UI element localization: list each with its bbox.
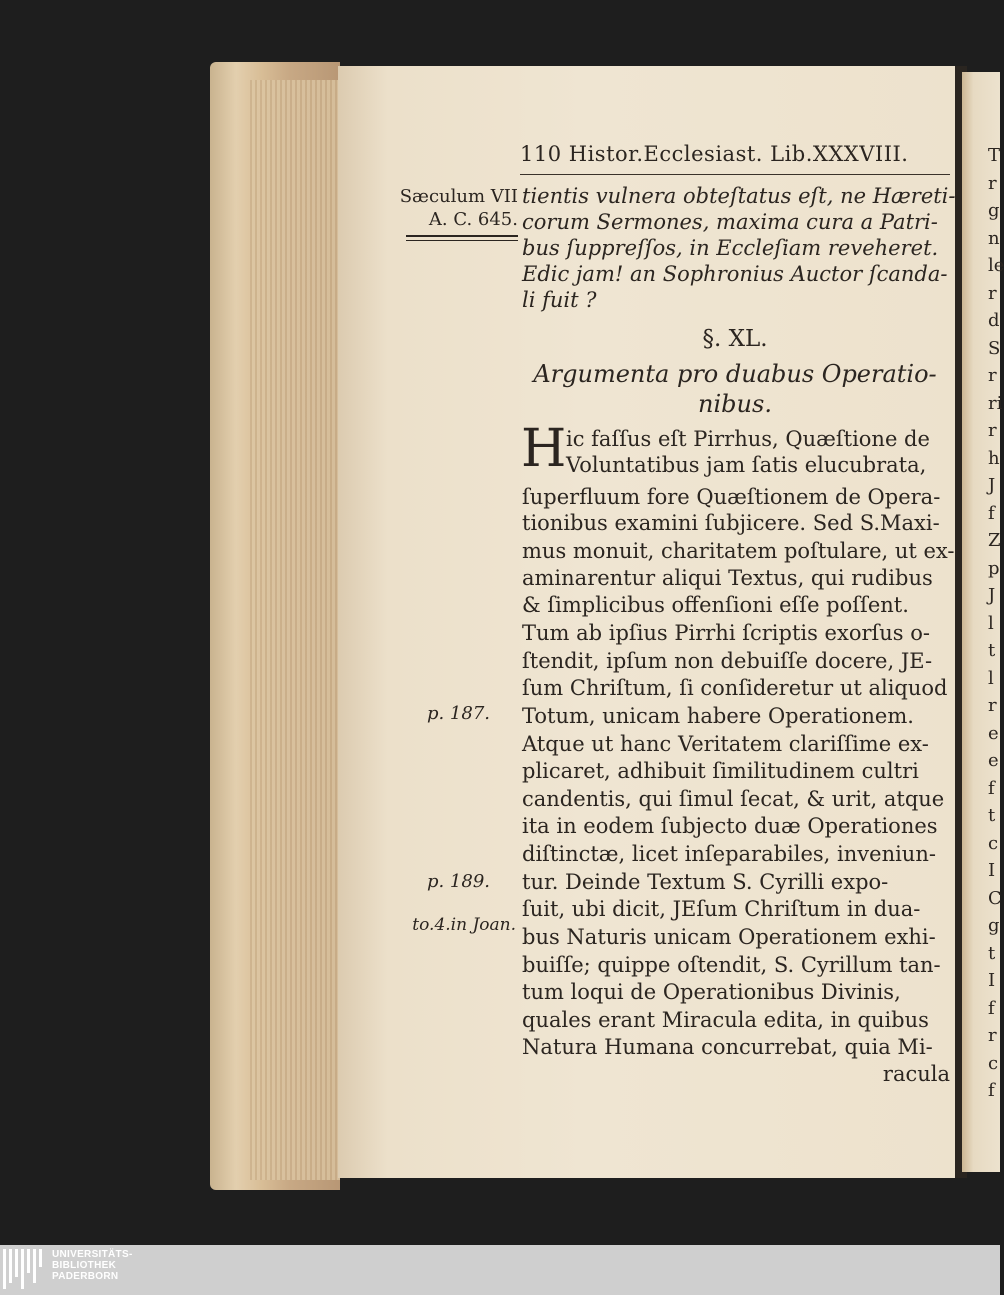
body-line: Natura Humana concurrebat, quia Mi- [522,1035,933,1059]
margin-page-ref-187: p. 187. [426,703,490,724]
facing-page-glyph: r [988,365,997,386]
body-line: Totum, unicam habere Operationem. [522,704,914,728]
facing-page-glyph: I [988,970,996,991]
body-line: ſuit, ubi dicit, JEſum Chriſtum in dua- [522,897,921,921]
intro-line: li fuit ? [522,288,597,312]
facing-page-glyph: d [988,310,1000,331]
body-line: plicaret, adhibuit ſimilitudinem cultri [522,759,919,783]
facing-page-glyph: n [988,227,1000,249]
library-name-line3: PADERBORN [52,1271,119,1282]
footer-bar [0,1245,1000,1295]
body-line: tionibus examini ſubjicere. Sed S.Maxi- [522,511,940,535]
facing-page-glyph: c [988,832,999,854]
intro-line: corum Sermones, maxima cura a Patri- [522,210,938,234]
facing-page-glyph: t [988,942,996,964]
library-logo-icon [3,1249,47,1289]
drop-capital: H [521,419,567,479]
facing-page-glyph: l [988,667,994,689]
facing-page-glyph: le [988,255,1004,276]
body-line: ſtendit, ipſum non debuiſſe docere, JE- [522,649,933,673]
body-line: quales erant Miracula edita, in quibus [522,1008,929,1032]
facing-page-glyph: f [988,1080,995,1101]
intro-line: tientis vulnera obteſtatus eſt, ne Hæreti- [522,184,956,208]
margin-rule [406,235,518,237]
body-line: ſuperfluum fore Quæſtionem de Opera- [522,485,941,509]
facing-page-glyph: f [988,502,995,524]
catchword: racula [882,1062,950,1086]
facing-page-glyph: p [988,557,1000,579]
facing-page-glyph: f [988,777,995,799]
body-line: Tum ab ipſius Pirrhi ſcriptis exorſus o- [522,621,931,645]
facing-page-glyph: J [988,475,996,496]
facing-page-glyph: c [988,1052,999,1074]
facing-page-glyph: r [988,420,997,441]
body-line: tur. Deinde Textum S. Cyrilli expo- [522,870,889,894]
body-line: aminarentur aliqui Textus, qui rudibus [522,566,933,590]
margin-rule-thin [406,240,518,241]
facing-page-glyph: l [988,612,994,634]
body-line: ſum Chriſtum, ſi conſideretur ut aliquod [522,676,948,700]
margin-year: A. C. 645. [428,209,518,230]
facing-page-glyph: e [988,722,999,744]
facing-page-glyph: t [988,805,996,826]
body-line: buiſſe; quippe oſtendit, S. Cyrillum tan- [522,953,941,977]
intro-line: Edic jam! an Sophronius Auctor ſcanda- [522,262,948,286]
facing-page-glyph: S [988,337,1001,359]
margin-saeculum: Sæculum VII [399,186,518,207]
facing-page-glyph: g [988,915,1000,936]
facing-page-glyph: f [988,997,995,1019]
facing-page-glyph: r [988,172,997,194]
body-line: Atque ut hanc Veritatem clariſſime ex- [522,732,929,756]
facing-page-glyph: g [988,200,1000,221]
library-name [52,1249,133,1282]
intro-line: bus ſuppreſſos, in Eccleſiam reveheret. [522,236,939,260]
facing-page-glyph: T [988,145,1001,166]
library-name-line1: UNIVERSITÄTS- [52,1249,133,1260]
body-line: candentis, qui ſimul ſecat, & urit, atque [522,787,945,811]
running-header: 110 Histor.Ecclesiast. Lib.XXXVIII. [520,142,909,166]
facing-page-glyph: J [988,585,996,606]
body-line: & ſimplicibus offenſioni eſſe poſſent. [522,593,909,617]
facing-page-glyph: I [988,860,996,881]
section-heading: Argumenta pro duabus Operatio- [533,360,937,388]
header-rule [520,174,950,175]
body-line: tum loqui de Operationibus Divinis, [522,980,901,1004]
facing-page-glyph: r [988,1025,997,1046]
facing-page-glyph: t [988,640,996,661]
body-line: mus monuit, charitatem poſtulare, ut ex- [522,539,955,563]
facing-page-glyph: ri [988,392,1003,414]
body-line: diſtinctæ, licet inſeparabiles, inveniun- [522,842,936,866]
body-line: Voluntatibus jam ſatis elucubrata, [566,453,927,477]
facing-page-glyph: Z [988,530,1001,551]
section-number: §. XL. [702,326,768,352]
body-line: ic faſſus eſt Pirrhus, Quæſtione de [566,427,930,451]
facing-page-glyph: e [988,750,999,771]
facing-page-glyph: r [988,695,997,716]
facing-page-glyph: r [988,282,997,304]
facing-page-glyph: h [988,447,1000,469]
facing-page-glyph: C [988,887,1002,909]
body-line: bus Naturis unicam Operationem exhi- [522,925,936,949]
margin-page-ref-189: p. 189. [426,871,490,892]
page-edges [250,80,340,1180]
body-line: ita in eodem ſubjecto duæ Operationes [522,814,938,838]
section-heading-cont: nibus. [698,390,772,418]
margin-ref-joan: to.4.in Joan. [412,915,516,935]
library-name-line2: BIBLIOTHEK [52,1260,117,1271]
